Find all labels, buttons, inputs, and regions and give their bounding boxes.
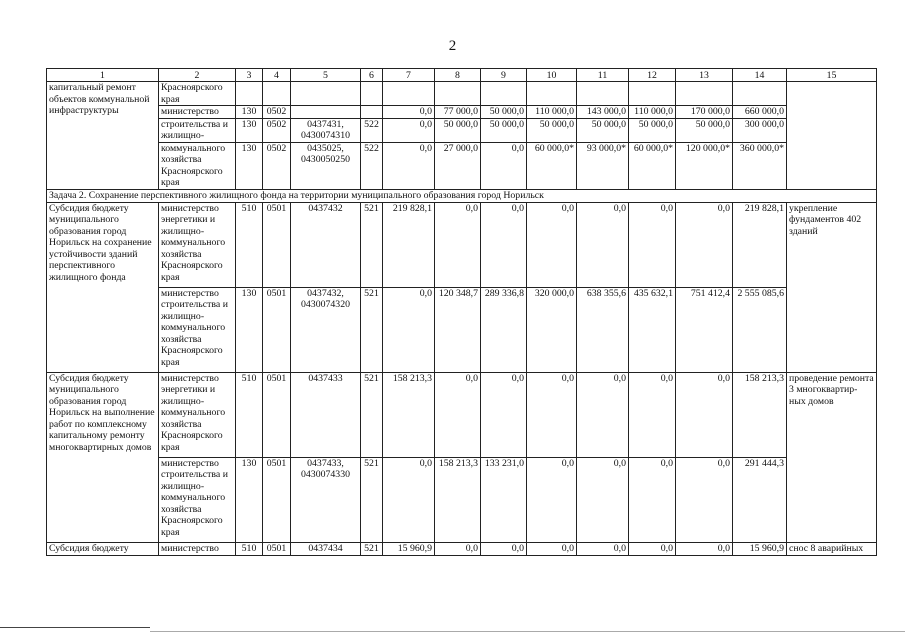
table-cell: 143 000,0	[577, 106, 629, 119]
table-cell: 0501	[263, 202, 291, 287]
header-cell: 14	[733, 69, 787, 82]
table-cell: 219 828,1	[733, 202, 787, 287]
table-cell: Красноярского края	[159, 82, 236, 106]
table-cell: 0,0	[435, 542, 481, 555]
measure-name: Субсидия бюджету муниципального образования город Норильск на выполнение работ по комплексному капитальному ремонту многоквартирных домов	[47, 372, 159, 542]
header-cell: 9	[481, 69, 527, 82]
result-cell: укрепление фундаментов 402 зданий	[787, 202, 877, 372]
table-cell: 0,0	[527, 202, 577, 287]
table-cell: 300 000,0	[733, 118, 787, 142]
table-cell: 0,0	[383, 287, 435, 372]
task-heading: Задача 2. Сохранение перспективного жилищного фонда на территории муниципального образования город Норильск	[47, 189, 877, 202]
budget-table	[46, 68, 877, 556]
table-cell: 0,0	[676, 202, 733, 287]
table-cell: 50 000,0	[527, 118, 577, 142]
header-cell: 2	[159, 69, 236, 82]
measure-name: Субсидия бюджету	[47, 542, 159, 555]
table-cell: 510	[236, 542, 263, 555]
table-cell: 2 555 085,6	[733, 287, 787, 372]
table-row	[47, 457, 877, 542]
table-cell	[361, 106, 383, 119]
table-cell: 0,0	[629, 457, 676, 542]
table-cell: 0,0	[577, 202, 629, 287]
table-cell: 27 000,0	[435, 142, 481, 189]
table-cell: 0501	[263, 372, 291, 457]
table-cell: 219 828,1	[383, 202, 435, 287]
table-cell: 360 000,0*	[733, 142, 787, 189]
table-cell: 15 960,9	[733, 542, 787, 555]
table-cell: 133 231,0	[481, 457, 527, 542]
page-number: 2	[448, 38, 457, 54]
table-cell: 158 213,3	[383, 372, 435, 457]
table-cell: 0502	[263, 118, 291, 142]
table-cell: 0,0	[527, 372, 577, 457]
measure-name: капитальный ремонт объектов коммунальной инфраструктуры	[47, 82, 159, 190]
table-cell: 50 000,0	[435, 118, 481, 142]
table-cell: 0502	[263, 106, 291, 119]
table-cell: 0,0	[629, 542, 676, 555]
table-cell: 521	[361, 457, 383, 542]
table-cell: 0,0	[481, 372, 527, 457]
table-cell: 50 000,0	[481, 106, 527, 119]
table-row	[47, 542, 877, 555]
table-cell: 0501	[263, 457, 291, 542]
table-cell: 0,0	[383, 106, 435, 119]
table-cell: 130	[236, 287, 263, 372]
result-cell	[787, 82, 877, 190]
table-cell: 110 000,0	[629, 106, 676, 119]
table-cell: 60 000,0*	[629, 142, 676, 189]
table-cell: 521	[361, 372, 383, 457]
table-cell: 50 000,0	[481, 118, 527, 142]
table-cell: 0,0	[481, 202, 527, 287]
table-cell: 158 213,3	[733, 372, 787, 457]
task-row	[47, 189, 877, 202]
header-cell: 15	[787, 69, 877, 82]
header-cell: 7	[383, 69, 435, 82]
table-cell: 0437433, 0430074330	[291, 457, 361, 542]
table-cell: 522	[361, 142, 383, 189]
header-cell: 12	[629, 69, 676, 82]
table-cell: 0437433	[291, 372, 361, 457]
header-cell: 10	[527, 69, 577, 82]
table-cell: 120 348,7	[435, 287, 481, 372]
table-cell: 0,0	[629, 202, 676, 287]
table-cell: 130	[236, 106, 263, 119]
table-cell: 0,0	[676, 457, 733, 542]
table-cell: 93 000,0*	[577, 142, 629, 189]
table-cell: 0,0	[481, 142, 527, 189]
table-cell: 0435025, 0430050250	[291, 142, 361, 189]
table-cell: 130	[236, 118, 263, 142]
table-cell: министерство энергетики и жилищно-коммунального хозяйства Красноярского края	[159, 372, 236, 457]
table-row	[47, 287, 877, 372]
table-cell: 60 000,0*	[527, 142, 577, 189]
header-cell: 11	[577, 69, 629, 82]
header-cell: 1	[47, 69, 159, 82]
table-cell: 522	[361, 118, 383, 142]
table-cell: 158 213,3	[435, 457, 481, 542]
table-cell: 110 000,0	[527, 106, 577, 119]
table-cell: 751 412,4	[676, 287, 733, 372]
table-row	[47, 202, 877, 287]
table-cell: 435 632,1	[629, 287, 676, 372]
table-cell: 510	[236, 372, 263, 457]
table-cell: 660 000,0	[733, 106, 787, 119]
table-row	[47, 118, 877, 142]
table-cell: коммунального хозяйства Красноярского края	[159, 142, 236, 189]
table-cell: 15 960,9	[383, 542, 435, 555]
result-cell: снос 8 аварийных	[787, 542, 877, 555]
table-cell: 0,0	[676, 542, 733, 555]
table-cell: 120 000,0*	[676, 142, 733, 189]
header-cell: 8	[435, 69, 481, 82]
table-cell: министерство	[159, 106, 236, 119]
table-cell: 0,0	[527, 542, 577, 555]
table-cell: министерство	[159, 542, 236, 555]
measure-name: Субсидия бюджету муниципального образования город Норильск на сохранение устойчивости зданий перспективного жилищного фонда	[47, 202, 159, 372]
header-row	[47, 69, 877, 82]
table-cell: министерство строительства и жилищно-коммунального хозяйства Красноярского края	[159, 457, 236, 542]
table-cell: 0437432, 0430074320	[291, 287, 361, 372]
header-cell: 5	[291, 69, 361, 82]
table-cell: 50 000,0	[676, 118, 733, 142]
header-cell: 13	[676, 69, 733, 82]
table-cell: министерство энергетики и жилищно-коммунального хозяйства Красноярского края	[159, 202, 236, 287]
table-cell: 0,0	[577, 542, 629, 555]
table-cell: 0,0	[577, 372, 629, 457]
table-cell: 50 000,0	[629, 118, 676, 142]
result-cell: проведение ремонта 3 многоквартир-ных домов	[787, 372, 877, 542]
table-cell: 291 444,3	[733, 457, 787, 542]
table-cell: 0,0	[435, 372, 481, 457]
table-cell: 0,0	[383, 457, 435, 542]
table-row	[47, 106, 877, 119]
header-cell: 3	[236, 69, 263, 82]
table-cell: 0,0	[577, 457, 629, 542]
table-cell: 0,0	[527, 457, 577, 542]
table-cell: 170 000,0	[676, 106, 733, 119]
table-cell: 0437434	[291, 542, 361, 555]
table-cell: 0501	[263, 287, 291, 372]
table-cell: 521	[361, 542, 383, 555]
table-cell: министерство строительства и жилищно-коммунального хозяйства Красноярского края	[159, 287, 236, 372]
table-cell: 521	[361, 287, 383, 372]
table-cell: 289 336,8	[481, 287, 527, 372]
table-row	[47, 372, 877, 457]
table-row	[47, 142, 877, 189]
table-cell: 0,0	[676, 372, 733, 457]
header-cell: 4	[263, 69, 291, 82]
table-cell: 521	[361, 202, 383, 287]
scan-edge-line	[0, 627, 150, 628]
table-row	[47, 82, 877, 106]
table-cell: 0502	[263, 142, 291, 189]
table-cell: 0,0	[481, 542, 527, 555]
scan-edge-line	[150, 631, 905, 632]
table-cell: 510	[236, 202, 263, 287]
table-cell: 0437432	[291, 202, 361, 287]
table-cell: 0,0	[383, 118, 435, 142]
table-cell: 638 355,6	[577, 287, 629, 372]
table-cell: 0,0	[629, 372, 676, 457]
table-cell: строительства и жилищно-	[159, 118, 236, 142]
table-cell: 0501	[263, 542, 291, 555]
header-cell: 6	[361, 69, 383, 82]
table-cell: 0437431, 0430074310	[291, 118, 361, 142]
table-cell	[291, 106, 361, 119]
table-cell: 320 000,0	[527, 287, 577, 372]
table-cell: 0,0	[435, 202, 481, 287]
table-cell: 130	[236, 457, 263, 542]
table-cell: 0,0	[383, 142, 435, 189]
table-cell: 130	[236, 142, 263, 189]
table-cell: 50 000,0	[577, 118, 629, 142]
table-cell: 77 000,0	[435, 106, 481, 119]
